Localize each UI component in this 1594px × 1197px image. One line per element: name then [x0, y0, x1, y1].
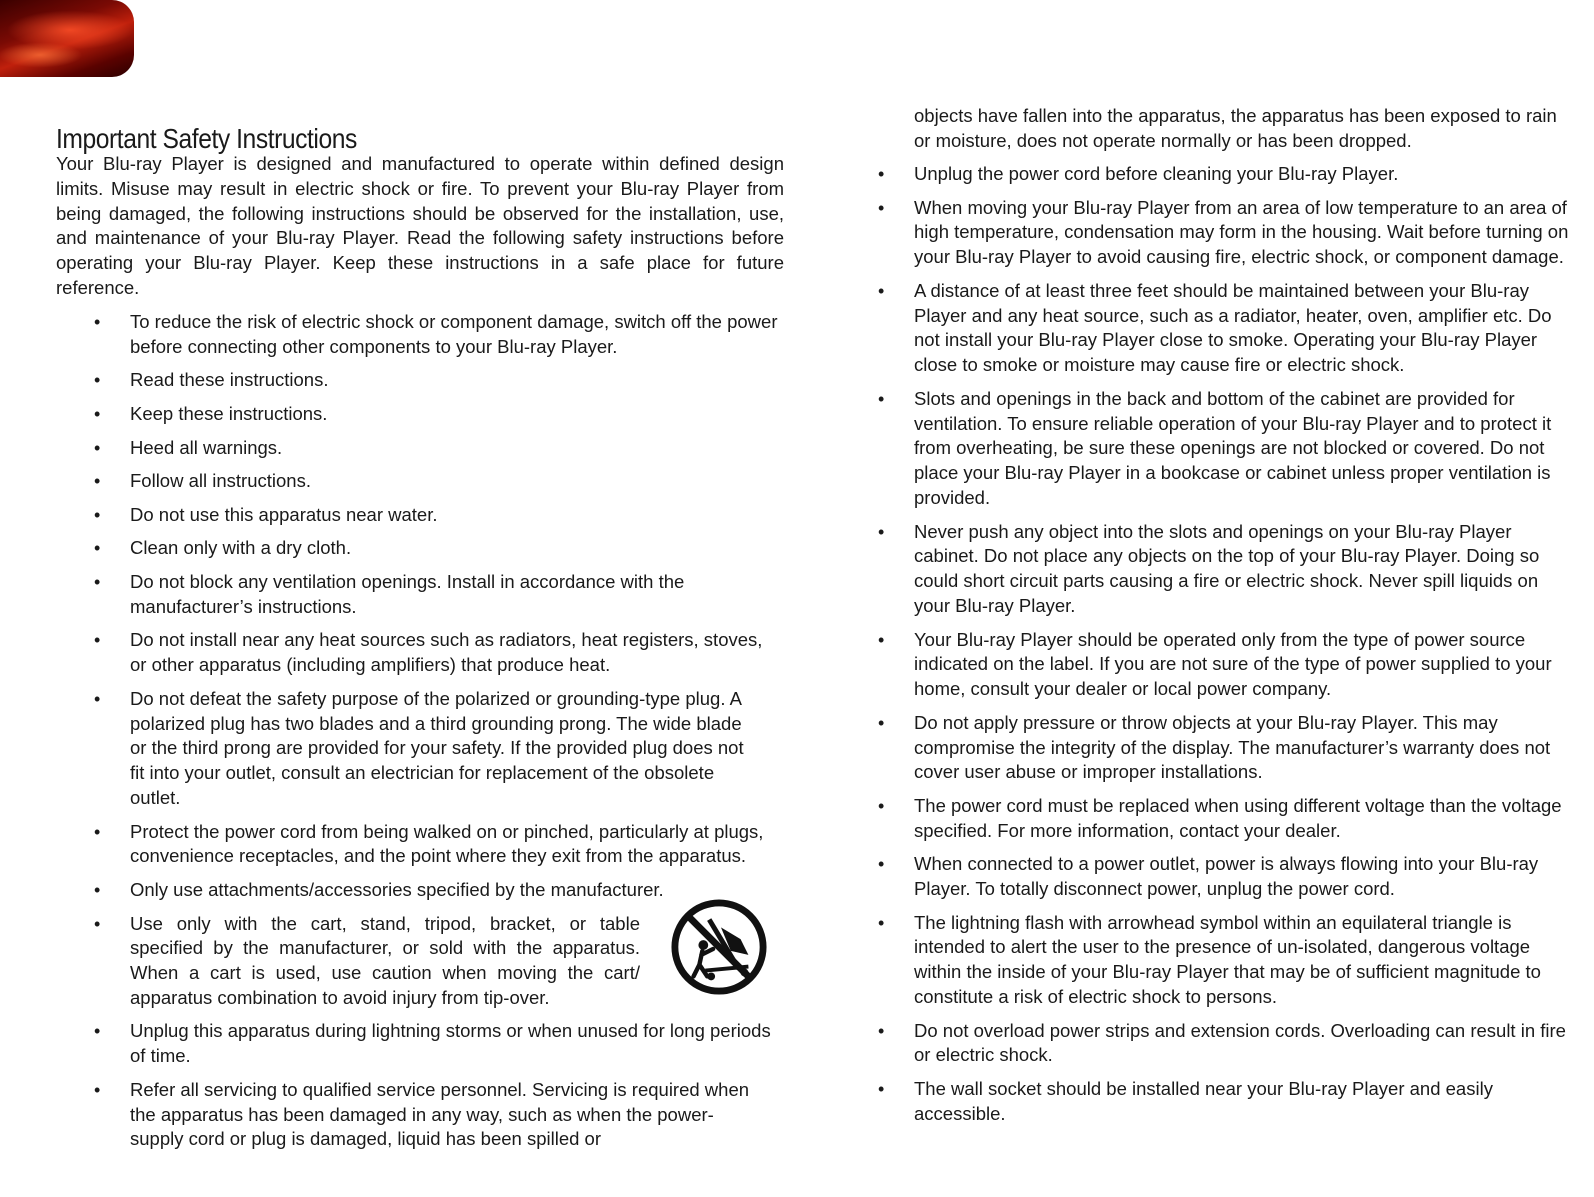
bullet-icon: •: [94, 630, 101, 651]
bullet-icon: •: [94, 370, 101, 391]
list-item: • Read these instructions.: [56, 368, 786, 393]
right-bullet-list: [878, 162, 1570, 1135]
list-item: • Use only with the cart, stand, tripod, bracket, or table specified by the manufacturer, or sold with the apparatus. When a cart is used, use caution when moving the cart/ apparatus combination to avoid injury from tip-over.: [56, 912, 786, 1011]
list-item: • Unplug the power cord before cleaning your Blu-ray Player.: [878, 162, 1570, 187]
bullet-icon: •: [94, 821, 101, 842]
bullet-icon: •: [878, 164, 885, 184]
bullet-icon: •: [878, 854, 885, 875]
list-item: • Do not use this apparatus near water.: [56, 503, 786, 528]
list-item: • The power cord must be replaced when using different voltage than the voltage specified. For more information, contact your dealer.: [878, 794, 1562, 841]
bullet-icon: •: [878, 1079, 885, 1100]
bullet-icon: •: [878, 912, 885, 933]
list-item: • Slots and openings in the back and bottom of the cabinet are provided for ventilation. To ensure reliable operation of your Blu-ray Player and to protect it from overheating, be sure these openings are not blocked or covered. Do not place your Blu-ray Player in a bookcase or cabinet unless proper ventilation is provided.: [878, 387, 1552, 508]
list-item: • Do not apply pressure or throw objects at your Blu-ray Player. This may compromise the integrity of the display. The manufacturer’s warranty does not cover user abuse or improper installations.: [878, 711, 1551, 783]
list-item: • Unplug this apparatus during lightning storms or when unused for long periods of time.: [94, 1020, 771, 1067]
bullet-icon: •: [878, 388, 885, 409]
list-item: • Protect the power cord from being walked on or pinched, particularly at plugs, convenience receptacles, and the point where they exit from the apparatus.: [94, 820, 764, 867]
continued-text: objects have fallen into the apparatus, the apparatus has been exposed to rain or moisture, does not operate normally or has been dropped.: [914, 105, 1557, 151]
list-item: • Never push any object into the slots and openings on your Blu-ray Player cabinet. Do not place any objects on the top of your Blu-ray Player. Doing so could short circuit parts causing a fire or electric shock. Never spill liquids on your Blu-ray Player.: [878, 520, 1540, 616]
bullet-icon: •: [94, 1021, 101, 1042]
list-item: • Do not install near any heat sources such as radiators, heat registers, stoves, or other apparatus (including amplifiers) that produce heat.: [94, 629, 763, 676]
bullet-icon: •: [94, 879, 101, 900]
corner-brand-graphic: [0, 0, 134, 77]
bullet-icon: •: [94, 312, 101, 332]
bullet-icon: •: [94, 471, 101, 492]
list-item: • Clean only with a dry cloth.: [56, 536, 786, 561]
bullet-icon: •: [878, 712, 885, 733]
cart-tip-over-warning-icon: [670, 898, 768, 996]
list-item: • A distance of at least three feet should be maintained between your Blu-ray Player and any heat source, such as a radiator, heater, oven, amplifier etc. Do not install your Blu-ray Player close to smoke. Operating your Blu-ray Player close to smoke or moisture may cause fire or electric shock.: [878, 279, 1552, 376]
page-title: Important Safety Instructions: [56, 122, 357, 154]
bullet-icon: •: [94, 571, 101, 592]
bullet-icon: •: [878, 521, 885, 542]
list-item: • When moving your Blu-ray Player from an area of low temperature to an area of high temperature, condensation may form in the housing. Wait before turning on your Blu-ray Player to avoid causing fire, electric shock, or component damage.: [878, 196, 1569, 268]
bullet-icon: •: [878, 280, 885, 301]
list-item: • Only use attachments/accessories specified by the manufacturer.: [56, 878, 786, 903]
bullet-icon: •: [878, 1020, 885, 1041]
list-item: • Heed all warnings.: [56, 436, 786, 461]
list-item: • Refer all servicing to qualified service personnel. Servicing is required when the apparatus has been damaged in any way, such as when the power-supply cord or plug is damaged, liquid has been spilled or: [94, 1078, 750, 1150]
list-item: • Follow all instructions.: [56, 469, 786, 494]
list-item: • Do not block any ventilation openings. Install in accordance with the manufacturer’s instructions.: [94, 570, 685, 617]
list-item: • When connected to a power outlet, power is always flowing into your Blu-ray Player. To totally disconnect power, unplug the power cord.: [878, 853, 1539, 900]
left-bullet-list: [56, 310, 786, 1161]
bullet-icon: •: [878, 197, 885, 218]
list-item: • To reduce the risk of electric shock or component damage, switch off the power before connecting other components to your Blu-ray Player.: [94, 311, 778, 357]
list-item: • Your Blu-ray Player should be operated only from the type of power source indicated on the label. If you are not sure of the type of power supplied to your home, consult your dealer or local power company.: [878, 628, 1552, 700]
bullet-icon: •: [878, 629, 885, 650]
bullet-icon: •: [94, 1079, 101, 1100]
bullet-icon: •: [94, 403, 101, 424]
bullet-icon: •: [878, 795, 885, 816]
list-item: • Do not defeat the safety purpose of the polarized or grounding-type plug. A polarized plug has two blades and a third grounding prong. The wide blade or the third prong are provided for your safety. If the provided plug does not fit into your outlet, consult an electrician for replacement of the obsolete outlet.: [94, 687, 744, 808]
bullet-icon: •: [94, 913, 101, 934]
list-item: • Do not overload power strips and extension cords. Overloading can result in fire or electric shock.: [878, 1019, 1566, 1066]
list-item: • The wall socket should be installed near your Blu-ray Player and easily accessible.: [878, 1078, 1493, 1124]
bullet-icon: •: [94, 504, 101, 525]
bullet-icon: •: [94, 437, 101, 458]
bullet-icon: •: [94, 688, 101, 709]
intro-paragraph: Your Blu-ray Player is designed and manufactured to operate within defined design limits. Misuse may result in electric shock or fire. To prevent your Blu-ray Player from being damaged, the following instructions should be observed for the installation, use, and maintenance of your Blu-ray Player. Read the following safety instructions before operating your Blu-ray Player. Keep these instructions in a safe place for future reference.: [56, 153, 784, 298]
list-item: • The lightning flash with arrowhead symbol within an equilateral triangle is intended to alert the user to the presence of un-isolated, dangerous voltage within the inside of your Blu-ray Player that may be of sufficient magnitude to constitute a risk of electric shock to persons.: [878, 911, 1541, 1008]
bullet-icon: •: [94, 538, 101, 559]
list-item: • Keep these instructions.: [56, 402, 786, 427]
